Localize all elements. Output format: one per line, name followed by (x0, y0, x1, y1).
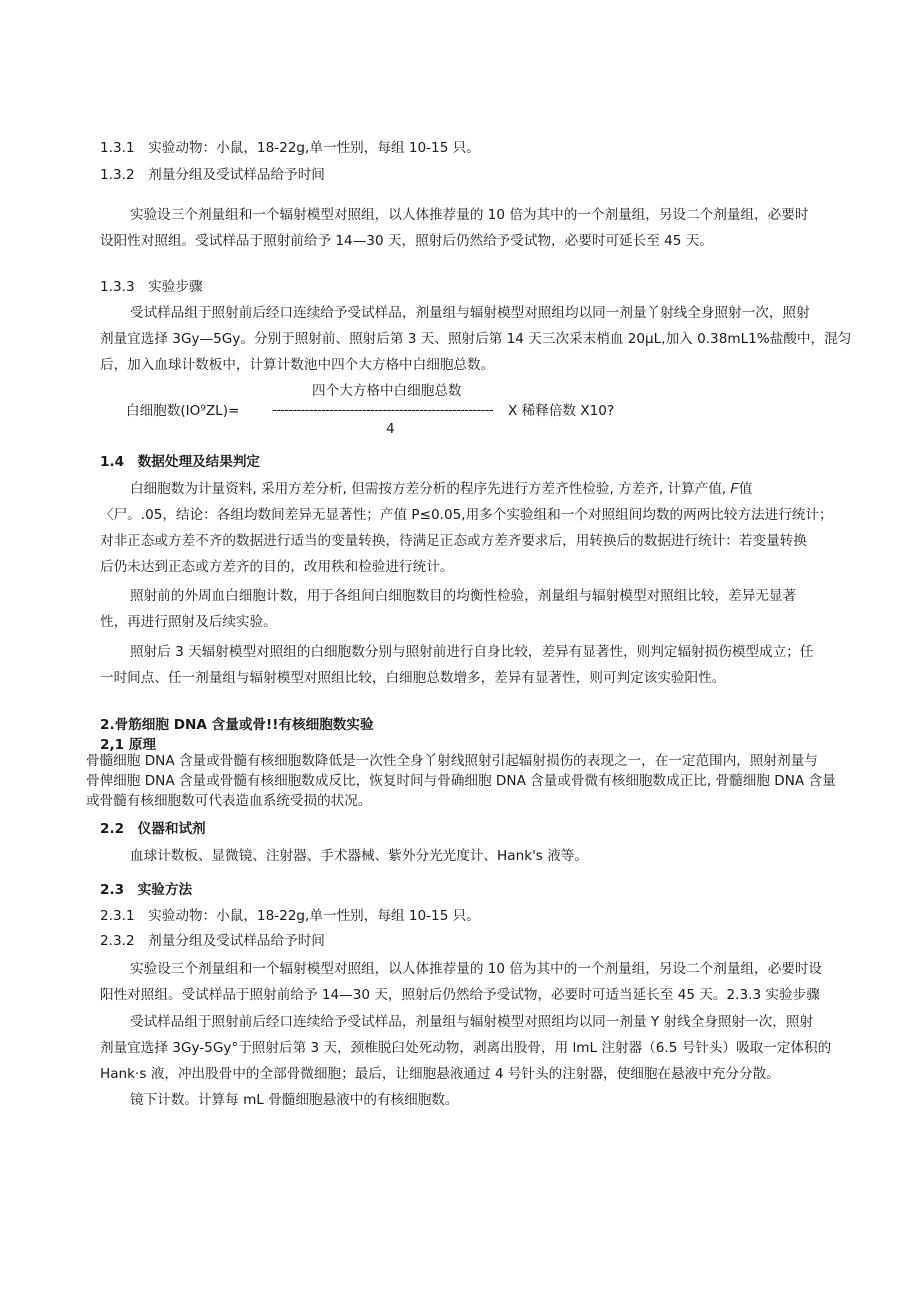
section-1-3-2: 1.3.2 剂量分组及受试样品给予时间 (100, 167, 325, 183)
paragraph-line: 或骨髓有核细胞数可代表造血系统受损的状况。 (86, 793, 372, 809)
paragraph-line: 后，加入血球计数板中，计算计数池中四个大方格中白细胞总数。 (100, 357, 495, 373)
paragraph-line: 后仍未达到正态或方差齐的目的，改用秩和检验进行统计。 (100, 559, 454, 575)
formula-denominator: 4 (386, 421, 395, 437)
paragraph-line: 受试样品组于照射前后经口连续给予受试样品，剂量组与辐射模型对照组均以同一剂量丫射线全身照射一次，照射 (130, 305, 810, 321)
section-1-3-1: 1.3.1 实验动物：小鼠，18-22g,单一性别，每组 10-15 只。 (100, 140, 480, 156)
paragraph-line: 实验设三个剂量组和一个辐射模型对照组，以人体推荐量的 10 倍为其中的一个剂量组，另设二个剂量组，必要时设 (130, 961, 823, 977)
paragraph-line: 血球计数板、显微镜、注射器、手术器械、紫外分光光度计、Hank's 液等。 (130, 848, 588, 864)
paragraph-line: 阳性对照组。受试样品于照射前给予 14—30 天，照射后仍然给予受试物，必要时可适当延长至 45 天。2.3.3 实验步骤 (100, 987, 820, 1003)
section-2-2: 2.2 仪器和试剂 (100, 821, 206, 837)
section-2-3: 2.3 实验方法 (100, 882, 193, 898)
paragraph-line: 照射后 3 天辐射模型对照组的白细胞数分别与照射前进行自身比较，差异有显著性，则判定辐射损伤模型成立；任 (130, 644, 814, 660)
paragraph-line: Hank·s 液，冲出股骨中的全部骨微细胞；最后，让细胞悬液通过 4 号针头的注射器，使细胞在悬液中充分分散。 (100, 1066, 780, 1082)
paragraph-line: 骨髓细胞 DNA 含量或骨髓有核细胞数降低是一次性全身丫射线照射引起辐射损伤的表现之一，在一定范围内，照射剂量与 (86, 753, 818, 769)
section-2: 2.骨筋细胞 DNA 含量或骨!!有核细胞数实验 (100, 717, 374, 733)
formula-lhs: 白细胞数(IO⁹ZL)= (126, 403, 240, 419)
paragraph-line: 一时间点、任一剂量组与辐射模型对照组比较，白细胞总数增多，差异有显著性，则可判定该实验阳性。 (100, 670, 726, 686)
paragraph-line: 剂量宜选择 3Gy—5Gy。分别于照射前、照射后第 3 天、照射后第 14 天三次采末梢血 20μL,加入 0.38mL1%盐酸中，混匀 (100, 331, 852, 347)
paragraph-line: 剂量宜选择 3Gy-5Gy°于照射后第 3 天，颈椎脱臼处死动物，剥离出股骨，用 lmL 注射器（6.5 号针头）吸取一定体积的 (100, 1040, 832, 1056)
formula-numerator: 四个大方格中白细胞总数 (312, 383, 462, 399)
paragraph-line: 受试样品组于照射前后经口连续给予受试样品，剂量组与辐射模型对照组均以同一剂量 Y 射线全身照射一次，照射 (130, 1014, 814, 1030)
paragraph-line: 骨俾细胞 DNA 含量或骨髓有核细胞数成反比，恢复时间与骨确细胞 DNA 含量或骨微有核细胞数成正比, 骨髓细胞 DNA 含量 (86, 773, 836, 789)
paragraph-line: 实验设三个剂量组和一个辐射模型对照组，以人体推荐量的 10 倍为其中的一个剂量组，另设二个剂量组，必要时 (130, 207, 809, 223)
section-1-3-3: 1.3.3 实验步骤 (100, 279, 203, 295)
section-2-1: 2,1 原理 (100, 737, 157, 753)
formula-fraction-bar: ------------------------------------------------------ (272, 403, 493, 418)
formula-rhs: X 稀释倍数 X10? (508, 403, 615, 419)
section-1-4: 1.4 数据处理及结果判定 (100, 454, 261, 470)
paragraph-line: 照射前的外周血白细胞计数，用于各组间白细胞数目的均衡性检验，剂量组与辐射模型对照组比较，差异无显著 (130, 588, 797, 604)
section-2-3-1: 2.3.1 实验动物：小鼠，18-22g,单一性别，每组 10-15 只。 (100, 908, 480, 924)
section-2-3-2: 2.3.2 剂量分组及受试样品给予时间 (100, 933, 325, 949)
paragraph-line: 镜下计数。计算每 mL 骨髓细胞悬液中的有核细胞数。 (130, 1092, 459, 1108)
paragraph-line: 设阳性对照组。受试样品于照射前给予 14—30 天，照射后仍然给予受试物，必要时可延长至 45 天。 (100, 233, 713, 249)
paragraph-line: 白细胞数为计量资料, 采用方差分析, 但需按方差分析的程序先进行方差齐性检验, 方差齐, 计算产值, 𝐹值 (130, 481, 753, 497)
paragraph-line: 性，再进行照射及后续实验。 (100, 614, 277, 630)
paragraph-line: 〈尸。.05，结论：各组均数间差异无显著性；产值 P≤0.05,用多个实验组和一个对照组间均数的两两比较方法进行统计； (100, 507, 833, 523)
paragraph-line: 对非正态或方差不齐的数据进行适当的变量转换，待满足正态或方差齐要求后，用转换后的数据进行统计：若变量转换 (100, 533, 807, 549)
